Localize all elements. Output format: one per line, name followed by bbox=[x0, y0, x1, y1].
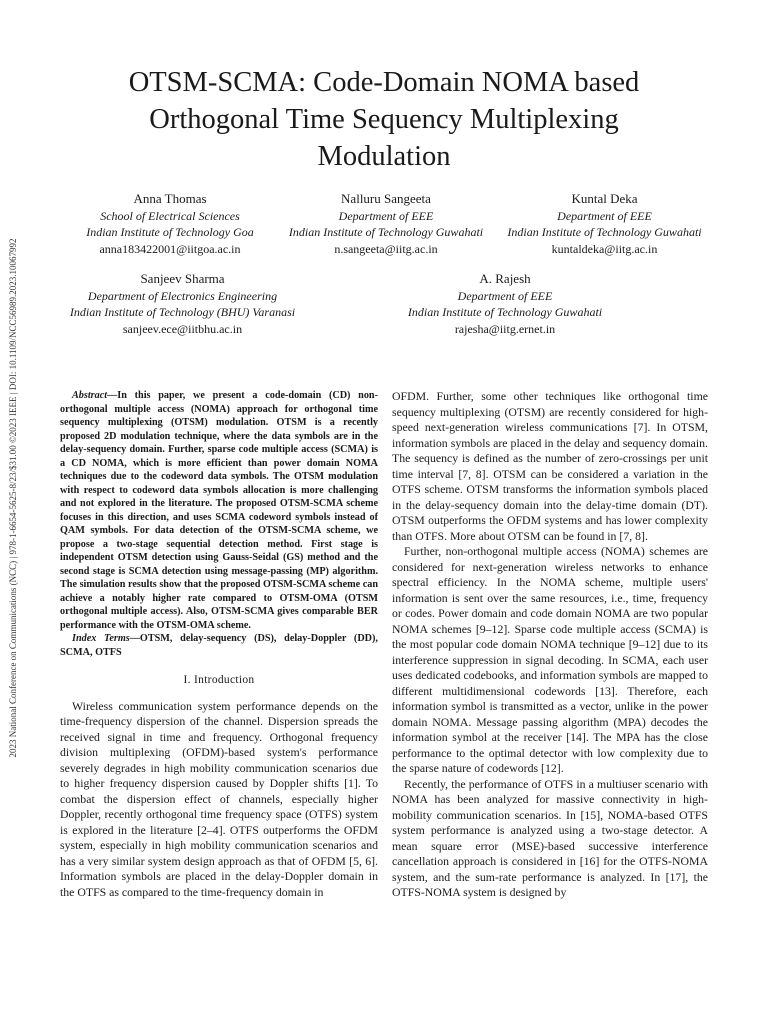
right-column bbox=[392, 389, 708, 901]
author-email: n.sangeeta@iitg.ac.in bbox=[334, 241, 438, 256]
author-dept: Department of EEE bbox=[557, 208, 652, 223]
author-email: kuntaldeka@iitg.ac.in bbox=[551, 241, 658, 256]
body-paragraph: Wireless communication system performance depends on the time-frequency dispersion of the channel. Dispersion spreads the received signal in time and frequency. Orthogonal frequency division multiplexing (OFDM)-based system's performance severely degrades in high mobility communication scenarios due to higher frequency dispersion caused by Doppler shifts [1]. To combat the dispersion effect of channels, especially higher Doppler, recently orthogonal time frequency space (OTFS) system is explored in the literature [2–4]. OTFS outperforms the OFDM system, especially in high mobility communication scenarios and has a very similar system design approach as that of OFDM [5, 6]. Information symbols are placed in the delay-Doppler domain in the OTFS as compared to the time-frequency domain in bbox=[60, 698, 378, 899]
author-name: Anna Thomas bbox=[133, 191, 207, 206]
author-block bbox=[497, 191, 712, 257]
author-name: Sanjeev Sharma bbox=[140, 271, 225, 286]
section-heading: I. Introduction bbox=[183, 674, 255, 686]
abstract bbox=[60, 389, 378, 632]
body-paragraph: Recently, the performance of OTFS in a multiuser scenario with NOMA has been analyzed for massive connectivity in high-mobility communication scenarios. In [15], NOMA-based OTFS system performance is analyzed using a two-stage detector. A mean square error (MSE)-based successive interference cancellation approach is considered in [16] for the OTFS-NOMA system, and the sum-rate performance is analyzed. In [17], the OTFS-NOMA system is designed by bbox=[392, 776, 708, 899]
author-email: rajesha@iitg.ernet.in bbox=[454, 321, 556, 336]
author-dept: Department of EEE bbox=[338, 208, 434, 223]
author-block bbox=[55, 271, 310, 337]
author-name: A. Rajesh bbox=[479, 271, 531, 286]
body-paragraph: OFDM. Further, some other techniques like orthogonal time sequency multiplexing (OTSM) are recently considered for high-speed next-generation wireless communications [7]. In OTSM, information symbols are placed in the delay and sequency domain. The sequency is defined as the number of zero-crossings per unit time interval [7, 8]. OTSM can be considered a variation in the OTFS scheme. OTSM transforms the information symbols placed in the delay-sequency domain into the delay-time domain (DT). OTSM outperforms the OFDM systems and has lower complexity than OTFS. More about OTSM can be found in [7, 8]. bbox=[392, 389, 708, 543]
author-name: Kuntal Deka bbox=[571, 191, 638, 206]
paper-title: OTSM-SCMA: Code-Domain NOMA based Orthogonal Time Sequency Multiplexing Modulation bbox=[128, 67, 640, 172]
author-inst: Indian Institute of Technology Goa bbox=[86, 225, 254, 239]
author-inst: Indian Institute of Technology Guwahati bbox=[407, 305, 603, 319]
author-inst: Indian Institute of Technology Guwahati bbox=[507, 225, 702, 239]
author-inst: Indian Institute of Technology (BHU) Varanasi bbox=[69, 305, 296, 319]
author-inst: Indian Institute of Technology Guwahati bbox=[288, 225, 484, 239]
index-terms-text: —OTSM, delay-sequency (DS), delay-Doppler (DD), SCMA, OTFS bbox=[60, 633, 378, 658]
author-dept: School of Electrical Sciences bbox=[100, 208, 240, 223]
abstract-text: —In this paper, we present a code-domain (CD) non-orthogonal multiple access (NOMA) approach for orthogonal time sequency multiplexing (OTSM) modulation. OTSM is a recently proposed 2D modulation technique, where the data symbols are in the delay-sequency domain. Further, sparse code multiple access (SCMA) is a CD NOMA, which is more efficient than power domain NOMA techniques due to the codeword data symbols. The OTSM modulation with respect to codeword data symbols allocation is more challenging and not explored in the literature. The proposed OTSM-SCMA scheme focuses in this direction, and uses SCMA codeword symbols instead of QAM symbols. For data detection of the OTSM-SCMA scheme, we propose a two-stage sequential detection method. First stage is independent OTSM detection using Gauss-Seidal (GS) method and the second stage is SCMA detection using message-passing (MP) algorithm. The simulation results show that the proposed OTSM-SCMA scheme can achieve a notably higher rate compared to OTSM-OMA (OTSM orthogonal multiple access). Also, OTSM-SCMA gives comparable BER performance with the OTSM-OMA scheme. bbox=[60, 390, 378, 631]
author-block bbox=[75, 191, 265, 257]
author-block bbox=[395, 271, 615, 337]
abstract-lead: Abstract bbox=[72, 390, 108, 401]
author-dept: Department of EEE bbox=[457, 288, 553, 303]
left-column bbox=[60, 389, 378, 900]
author-email: anna183422001@iitgoa.ac.in bbox=[99, 241, 241, 256]
index-terms bbox=[60, 632, 378, 659]
sidebar-citation: 2023 National Conference on Communications (NCC) | 978-1-6654-5625-8/23/$31.00 ©2023 IEEE | DOI: 10.1109/NCC56989.2023.10067992 bbox=[8, 238, 18, 758]
author-name: Nalluru Sangeeta bbox=[341, 191, 431, 206]
author-dept: Department of Electronics Engineering bbox=[87, 288, 278, 303]
ieee-sidebar bbox=[6, 213, 20, 783]
author-email: sanjeev.ece@iitbhu.ac.in bbox=[122, 321, 243, 336]
index-terms-lead: Index Terms bbox=[72, 633, 130, 644]
author-block bbox=[272, 191, 500, 257]
body-paragraph: Further, non-orthogonal multiple access (NOMA) schemes are considered for next-generation wireless networks to enhance spectral efficiency. In the NOMA scheme, multiple users' information is sent over the same resources, i.e., time, frequency or codes. Power domain and code domain NOMA are two popular NOMA schemes [9–12]. Sparse code multiple access (SCMA) is the most popular code domain NOMA technique [9–12] due to its interference suppression in signal decoding. In SCMA, each user uses dedicated codebooks, and information symbols are mapped to different multidimensional codewords [13]. Therefore, each information symbol is transmitted as a vector, unlike in the power domain NOMA. Message passing algorithm (MPA) decodes the information symbol at the receiver [14]. The MPA has the close performance to the optimal detector with low complexity due to the sparse nature of codewords [12]. bbox=[392, 544, 708, 775]
